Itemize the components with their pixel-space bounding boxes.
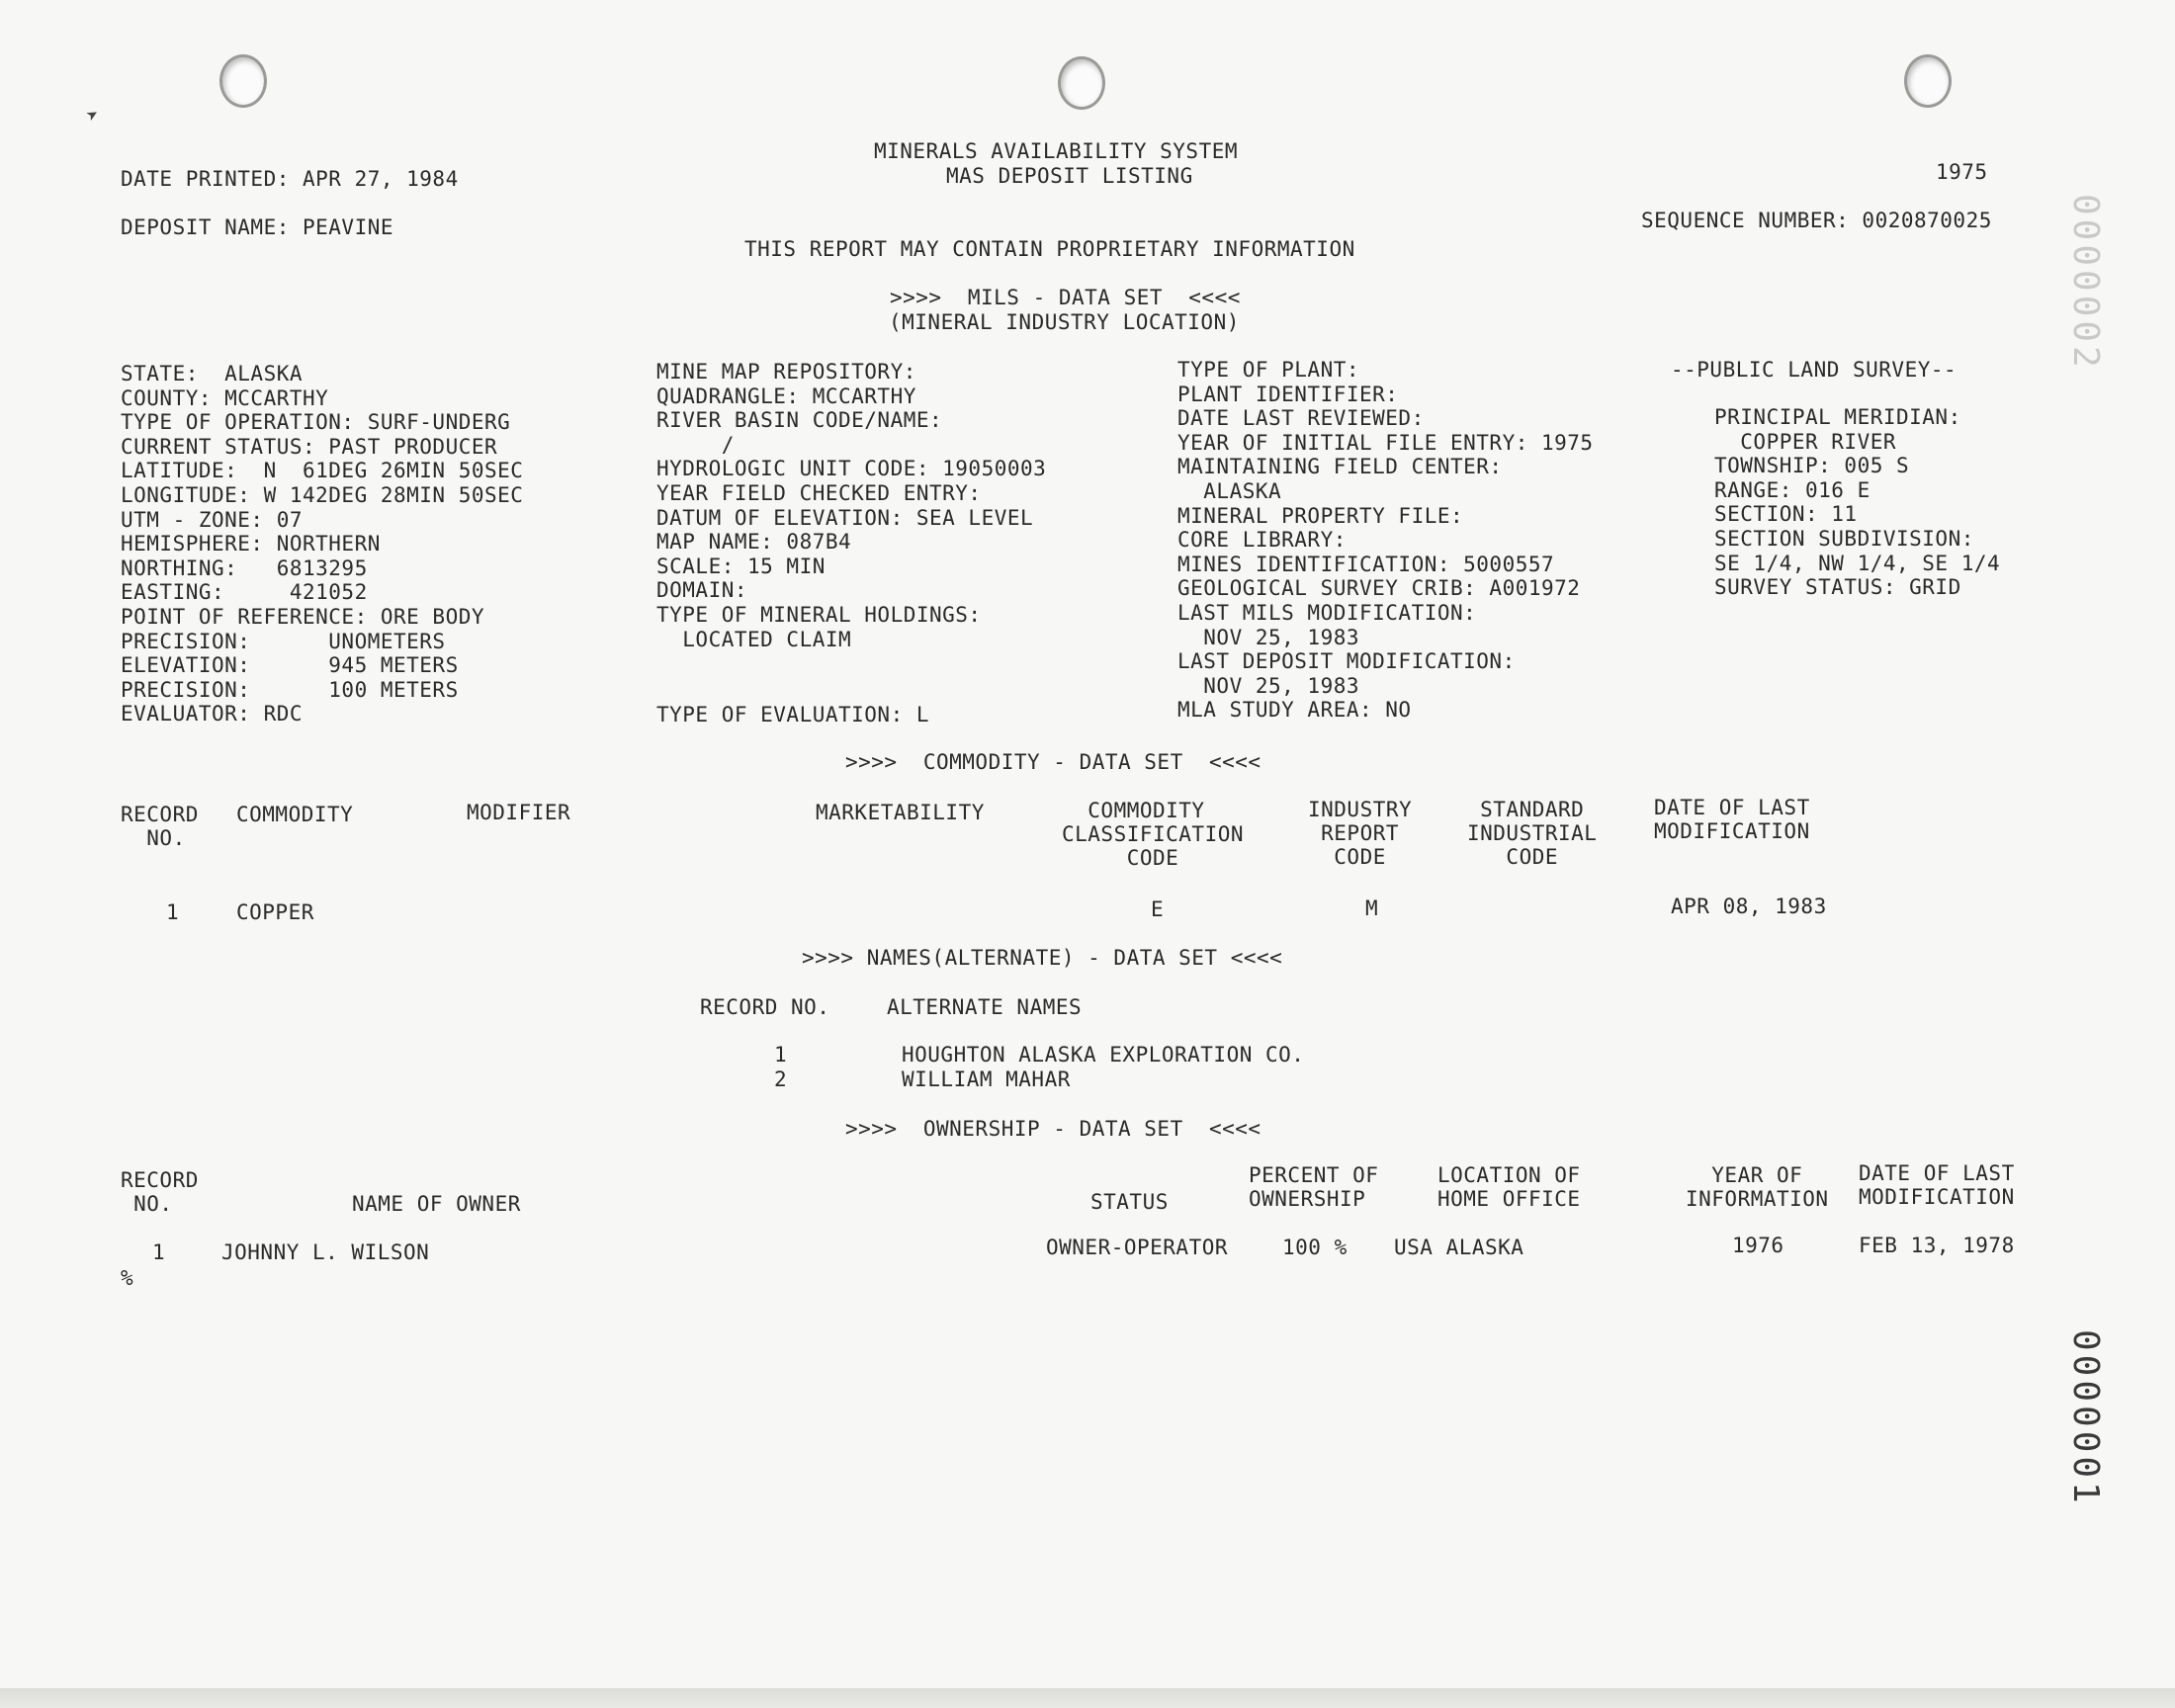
date-printed: DATE PRINTED: APR 27, 1984 xyxy=(121,167,459,191)
margin-stamp-bottom: 0000001 xyxy=(2065,1329,2106,1507)
mils-field: SURVEY STATUS: GRID xyxy=(1714,575,1961,600)
mils-field: MINE MAP REPOSITORY: xyxy=(656,360,916,384)
mils-field: YEAR OF INITIAL FILE ENTRY: 1975 xyxy=(1177,430,1594,455)
mils-field: TYPE OF PLANT: xyxy=(1177,358,1360,382)
mils-field: / xyxy=(656,432,735,457)
report-year: 1975 xyxy=(1936,160,1988,184)
ownership-header-name: NAME OF OWNER xyxy=(352,1192,521,1216)
punch-hole-left xyxy=(219,54,267,108)
mils-field: SCALE: 15 MIN xyxy=(656,554,826,578)
mils-title: >>>> MILS - DATA SET <<<< xyxy=(890,286,1241,309)
header-classification-code: COMMODITY CLASSIFICATION CODE xyxy=(1062,799,1245,870)
mils-field: SECTION: 11 xyxy=(1714,502,1858,527)
type-of-evaluation: TYPE OF EVALUATION: L xyxy=(656,703,930,726)
ownership-row-name: JOHNNY L. WILSON xyxy=(221,1240,430,1264)
trailer-mark: % xyxy=(121,1266,134,1290)
mils-field: TOWNSHIP: 005 S xyxy=(1714,454,1910,478)
punch-hole-center xyxy=(1058,56,1105,110)
header-marketability: MARKETABILITY xyxy=(816,801,985,824)
commodity-row-industry: M xyxy=(1365,897,1379,920)
listing-title: MAS DEPOSIT LISTING xyxy=(946,164,1193,188)
header-date-last-mod: DATE OF LAST MODIFICATION xyxy=(1654,796,1810,843)
mils-field: COPPER RIVER xyxy=(1714,429,1897,454)
ownership-row-percent: 100 % xyxy=(1282,1236,1348,1259)
ownership-title: >>>> OWNERSHIP - DATA SET <<<< xyxy=(845,1117,1262,1141)
ownership-header-location: LOCATION OF HOME OFFICE xyxy=(1437,1163,1581,1211)
header-commodity: COMMODITY xyxy=(236,803,354,826)
mils-field: ALASKA xyxy=(1177,479,1282,503)
names-header-record: RECORD NO. xyxy=(700,995,830,1019)
mils-subtitle: (MINERAL INDUSTRY LOCATION) xyxy=(889,310,1240,334)
mils-field: MLA STUDY AREA: NO xyxy=(1177,698,1412,723)
mils-field: NOV 25, 1983 xyxy=(1177,673,1360,698)
mils-field: SE 1/4, NW 1/4, SE 1/4 xyxy=(1714,551,2001,575)
mils-field: COUNTY: MCCARTHY xyxy=(121,385,329,410)
names-row-2-name: WILLIAM MAHAR xyxy=(902,1068,1071,1091)
mils-field: LAST MILS MODIFICATION: xyxy=(1177,601,1477,625)
punch-hole-right xyxy=(1904,54,1952,108)
mils-field: PRINCIPAL MERIDIAN: xyxy=(1714,405,1961,429)
commodity-row-name: COPPER xyxy=(236,900,314,924)
mils-field: DATUM OF ELEVATION: SEA LEVEL xyxy=(656,505,1034,530)
ownership-row-record: 1 xyxy=(152,1240,166,1264)
mils-field: NORTHING: 6813295 xyxy=(121,555,368,580)
mils-field: MAINTAINING FIELD CENTER: xyxy=(1177,455,1503,479)
mils-field: MAP NAME: 087B4 xyxy=(656,530,852,555)
mils-field: LOCATED CLAIM xyxy=(656,627,852,651)
mils-field: UTM - ZONE: 07 xyxy=(121,507,304,532)
mils-field: CURRENT STATUS: PAST PRODUCER xyxy=(121,434,498,459)
mils-field: CORE LIBRARY: xyxy=(1177,528,1347,553)
mils-field: HEMISPHERE: NORTHERN xyxy=(121,532,381,556)
sequence-number: SEQUENCE NUMBER: 0020870025 xyxy=(1641,209,1992,232)
mils-field: TYPE OF MINERAL HOLDINGS: xyxy=(656,603,982,627)
mils-field: POINT OF REFERENCE: ORE BODY xyxy=(121,605,485,629)
proprietary-notice: THIS REPORT MAY CONTAIN PROPRIETARY INFORMATION xyxy=(744,237,1355,261)
mils-field: MINERAL PROPERTY FILE: xyxy=(1177,503,1464,528)
mils-field: NOV 25, 1983 xyxy=(1177,625,1360,649)
mils-field: MINES IDENTIFICATION: 5000557 xyxy=(1177,552,1555,576)
header-record-no: RECORD NO. xyxy=(121,803,199,850)
ownership-header-date: DATE OF LAST MODIFICATION xyxy=(1859,1161,2015,1209)
names-row-2-record: 2 xyxy=(774,1068,788,1091)
mils-field: QUADRANGLE: MCCARTHY xyxy=(656,384,916,408)
commodity-row-date: APR 08, 1983 xyxy=(1671,895,1827,918)
mils-field: TYPE OF OPERATION: SURF-UNDERG xyxy=(121,410,511,435)
mils-field: GEOLOGICAL SURVEY CRIB: A001972 xyxy=(1177,576,1581,601)
pencil-mark: ➤ xyxy=(81,101,105,128)
mils-field: RANGE: 016 E xyxy=(1714,477,1870,502)
mils-field: EVALUATOR: RDC xyxy=(121,702,304,726)
header-industry-report-code: INDUSTRY REPORT CODE xyxy=(1308,798,1413,869)
ownership-row-year: 1976 xyxy=(1732,1234,1784,1257)
ownership-header-percent: PERCENT OF OWNERSHIP xyxy=(1249,1163,1379,1211)
header-modifier: MODIFIER xyxy=(467,801,571,824)
mils-field: DOMAIN: xyxy=(656,578,748,603)
names-title: >>>> NAMES(ALTERNATE) - DATA SET <<<< xyxy=(802,946,1283,970)
mils-field: LAST DEPOSIT MODIFICATION: xyxy=(1177,649,1516,674)
commodity-row-classification: E xyxy=(1151,897,1165,921)
mils-field: PLANT IDENTIFIER: xyxy=(1177,382,1399,406)
names-row-1-name: HOUGHTON ALASKA EXPLORATION CO. xyxy=(902,1043,1305,1067)
mils-field: STATE: ALASKA xyxy=(121,362,304,385)
mils-field: EASTING: 421052 xyxy=(121,580,368,605)
system-title: MINERALS AVAILABILITY SYSTEM xyxy=(874,139,1239,163)
commodity-row-record: 1 xyxy=(166,900,180,924)
names-header-alternate: ALTERNATE NAMES xyxy=(887,995,1083,1019)
public-land-survey-title: --PUBLIC LAND SURVEY-- xyxy=(1671,358,1958,382)
mils-field: SECTION SUBDIVISION: xyxy=(1714,527,1974,551)
mils-field: ELEVATION: 945 METERS xyxy=(121,653,459,678)
mils-field: DATE LAST REVIEWED: xyxy=(1177,406,1425,431)
commodity-title: >>>> COMMODITY - DATA SET <<<< xyxy=(845,750,1262,774)
ownership-header-year: YEAR OF INFORMATION xyxy=(1686,1163,1829,1211)
ownership-row-status: OWNER-OPERATOR xyxy=(1046,1236,1229,1259)
ownership-header-record: RECORD NO. xyxy=(121,1168,199,1216)
margin-stamp-top: 0000002 xyxy=(2065,194,2106,372)
ownership-header-status: STATUS xyxy=(1090,1190,1169,1214)
mils-field: LONGITUDE: W 142DEG 28MIN 50SEC xyxy=(121,483,524,507)
mils-field: RIVER BASIN CODE/NAME: xyxy=(656,408,943,433)
names-row-1-record: 1 xyxy=(774,1043,788,1067)
mils-field: LATITUDE: N 61DEG 26MIN 50SEC xyxy=(121,459,524,483)
deposit-name: DEPOSIT NAME: PEAVINE xyxy=(121,215,394,239)
mils-field: HYDROLOGIC UNIT CODE: 19050003 xyxy=(656,457,1047,481)
header-sic-code: STANDARD INDUSTRIAL CODE xyxy=(1467,798,1598,869)
ownership-row-location: USA ALASKA xyxy=(1394,1236,1524,1259)
mils-field: YEAR FIELD CHECKED ENTRY: xyxy=(656,481,982,505)
mils-field: PRECISION: 100 METERS xyxy=(121,677,459,702)
page-edge xyxy=(0,1688,2175,1708)
mils-field: PRECISION: UNOMETERS xyxy=(121,629,446,653)
ownership-row-date: FEB 13, 1978 xyxy=(1859,1234,2015,1257)
